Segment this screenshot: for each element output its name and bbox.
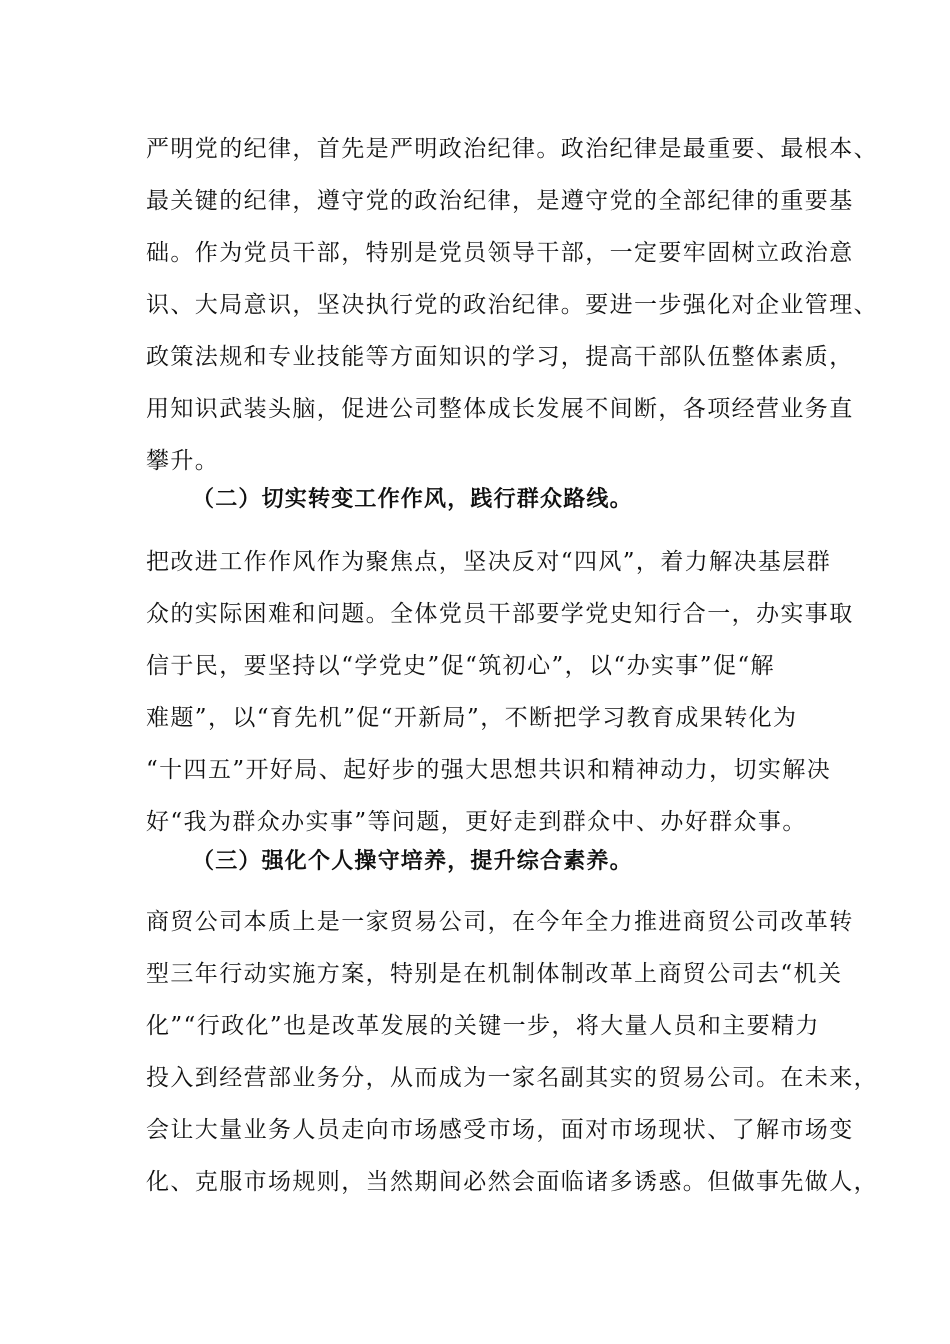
paragraph-line: 投入到经营部业务分，从而成为一家名副其实的贸易公司。在未来，	[146, 1065, 878, 1091]
paragraph-line: 会让大量业务人员走向市场感受市场，面对市场现状、了解市场变	[146, 1117, 854, 1143]
paragraph-line: 众的实际困难和问题。全体党员干部要学党史知行合一，办实事取	[146, 601, 854, 627]
paragraph-line: 难题”，以“育先机”促“开新局”，不断把学习教育成果转化为	[146, 705, 798, 731]
paragraph-line: 化、克服市场规则，当然期间必然会面临诸多诱惑。但做事先做人，	[146, 1169, 878, 1195]
paragraph-line: 好“我为群众办实事”等问题，更好走到群众中、办好群众事。	[146, 809, 807, 835]
paragraph-line: “十四五”开好局、起好步的强大思想共识和精神动力，切实解决	[146, 757, 832, 783]
paragraph-line: 用知识武装头脑，促进公司整体成长发展不间断，各项经营业务直	[146, 396, 854, 422]
paragraph-line: 最关键的纪律，遵守党的政治纪律，是遵守党的全部纪律的重要基	[146, 188, 854, 214]
paragraph-line: 识、大局意识，坚决执行党的政治纪律。要进一步强化对企业管理、	[146, 292, 878, 318]
paragraph-line: 化”“行政化”也是改革发展的关键一步，将大量人员和主要精力	[146, 1013, 820, 1039]
paragraph-line: 严明党的纪律，首先是严明政治纪律。政治纪律是最重要、最根本、	[146, 136, 878, 162]
paragraph-line: 政策法规和专业技能等方面知识的学习，提高干部队伍整体素质，	[146, 344, 854, 370]
section-heading-work-style: （二）切实转变工作作风，践行群众路线。	[192, 486, 633, 512]
paragraph-line: 信于民，要坚持以“学党史”促“筑初心”，以“办实事”促“解	[146, 653, 775, 679]
paragraph-line: 攀升。	[146, 448, 220, 474]
section-heading-integrity: （三）强化个人操守培养，提升综合素养。	[192, 848, 633, 874]
paragraph-line: 础。作为党员干部，特别是党员领导干部，一定要牢固树立政治意	[146, 240, 854, 266]
paragraph-line: 把改进工作作风作为聚焦点，坚决反对“四风”，着力解决基层群	[146, 549, 832, 575]
paragraph-line: 商贸公司本质上是一家贸易公司，在今年全力推进商贸公司改革转	[146, 909, 854, 935]
paragraph-line: 型三年行动实施方案，特别是在机制体制改革上商贸公司去“机关	[146, 961, 843, 987]
